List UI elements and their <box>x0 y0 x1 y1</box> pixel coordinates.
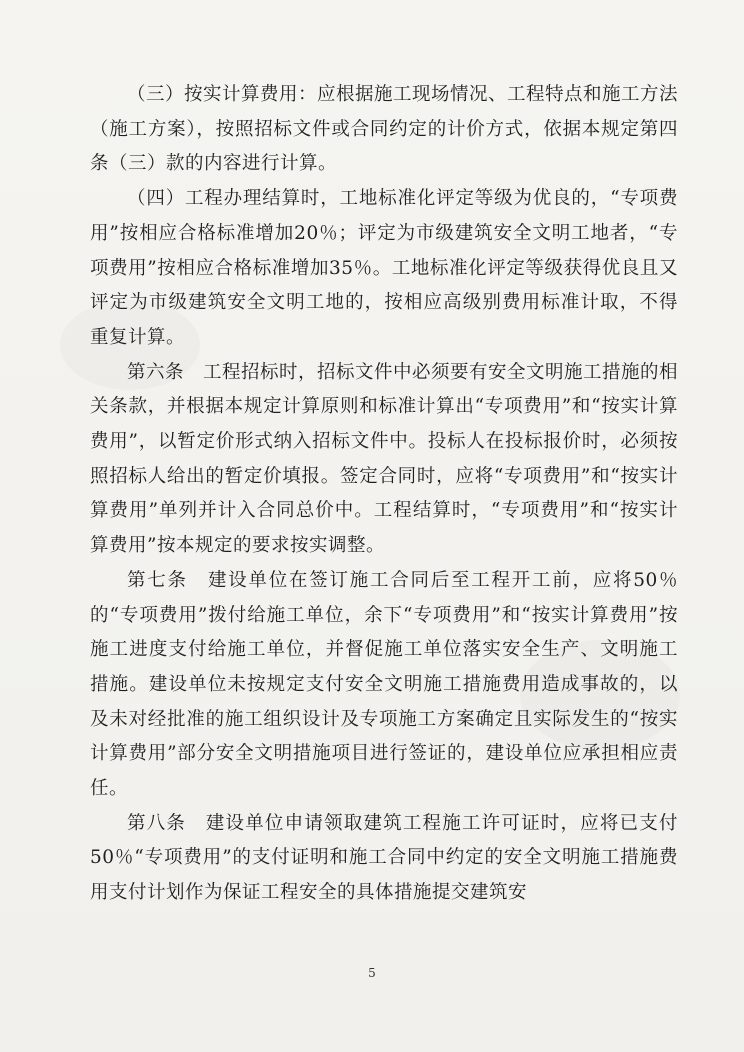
paragraph-article-6: 第六条 工程招标时，招标文件中必须要有安全文明施工措施的相关条款，并根据本规定计算原则和标准计算出“专项费用”和“按实计算费用”，以暂定价形式纳入招标文件中。投标人在投标报价时，必须按照招标人给出的暂定价填报。签定合同时，应将“专项费用”和“按实计算费用”单列并计入合同总价中。工程结算时，“专项费用”和“按实计算费用”按本规定的要求按实调整。 <box>90 361 679 557</box>
paragraph-section-3: （三）按实计算费用：应根据施工现场情况、工程特点和施工方法（施工方案），按照招标文件或合同约定的计价方式，依据本规定第四条（三）款的内容进行计算。 <box>90 84 679 175</box>
document-body <box>90 78 678 911</box>
paragraph-section-4: （四）工程办理结算时，工地标准化评定等级为优良的，“专项费用”按相应合格标准增加20％；评定为市级建筑安全文明工地者，“专项费用”按相应合格标准增加35％。工地标准化评定等级获得优良且又评定为市级建筑安全文明工地的，按相应高级别费用标准计取，不得重复计算。 <box>90 188 678 348</box>
page-number: 5 <box>368 966 376 980</box>
paragraph-article-7: 第七条 建设单位在签订施工合同后至工程开工前，应将50％的“专项费用”拨付给施工单位，余下“专项费用”和“按实计算费用”按施工进度支付给施工单位，并督促施工单位落实安全生产、文明施工措施。建设单位未按规定支付安全文明施工措施费用造成事故的，以及未对经批准的施工组织设计及专项施工方案确定且实际发生的“按实计算费用”部分安全文明措施项目进行签证的，建设单位应承担相应责任。 <box>90 569 678 800</box>
paragraph-article-8: 第八条 建设单位申请领取建筑工程施工许可证时，应将已支付50％“专项费用”的支付证明和施工合同中约定的安全文明施工措施费用支付计划作为保证工程安全的具体措施提交建筑安 <box>90 812 678 904</box>
